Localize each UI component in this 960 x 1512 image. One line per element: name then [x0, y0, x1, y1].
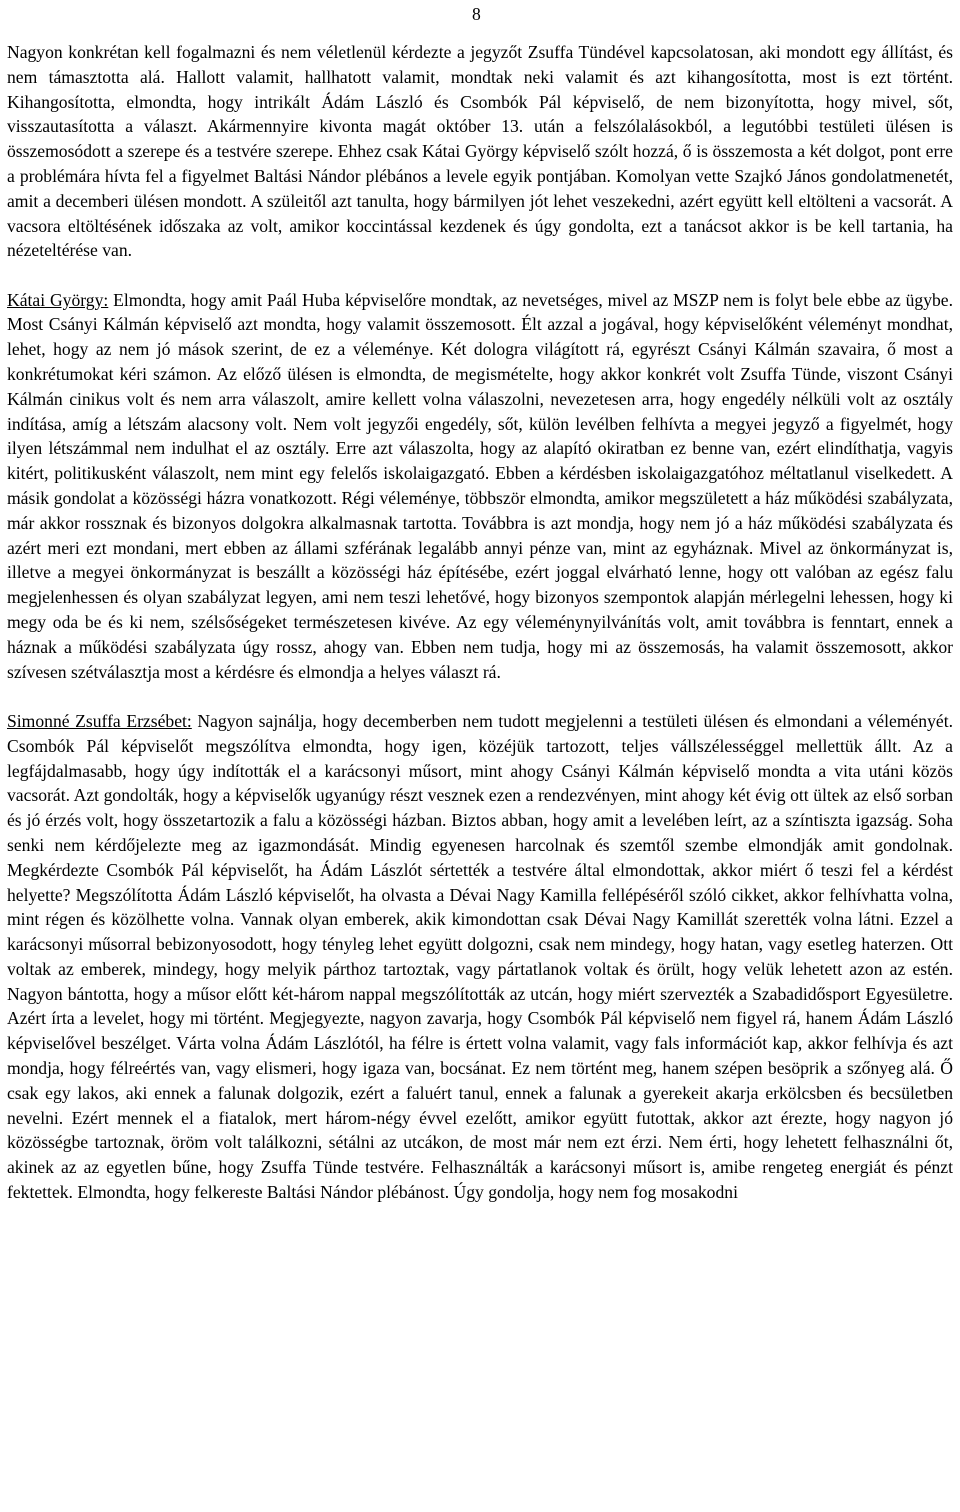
paragraph-intro-text: Nagyon konkrétan kell fogalmazni és nem véletlenül kérdezte a jegyzőt Zsuffa Tündével kapcsolatosan, aki mondott egy állítást, és nem támasztotta alá. Hallott valamit, hallhatott valamit, mondtak neki valamit és azt kihangosította, most is ezt történt. Kihangosította, elmondta, hogy intrikált Ádám László és Csombók Pál képviselő, de nem bizonyította, hogy mivel, sőt, visszautasította a választ. Akármennyire kivonta magát október 13. után a felszólalásokból, a legutóbbi testületi ülésen is összemosódott a szerepe és a testvére szerepe. Ehhez csak Kátai György képviselő szólt hozzá, ő is összemosta a két dolgot, pont erre a problémára hívta fel a figyelmet Baltási Nándor plébános a levele egyik pontjában. Komolyan vette Szajkó János gondolatmenetét, amit a decemberi ülésen mondott. A szüleitől azt tanulta, hogy bármilyen jót lehet veszekedni, azért együtt kell eltölteni a vacsorát. A vacsora eltöltésének időszaka az volt, amikor koccintással kezdenek és úgy gondolta, ezt a tanácsot akkor is be kell tartania, ha nézeteltérése van.	[7, 42, 953, 261]
paragraph-katai	[7, 288, 953, 685]
paragraph-gap	[7, 684, 953, 709]
paragraph-simonne-text: Nagyon sajnálja, hogy decemberben nem tudott megjelenni a testületi ülésen és elmondani a véleményét. Csombók Pál képviselőt megszólítva elmondta, hogy igen, közéjük tartozott, teljes vállszélességgel mellettük állt. Az a legfájdalmasabb, hogy úgy indították el a karácsonyi műsort, mint ahogy Csányi Kálmán képviselő mondta a vita utáni közös vacsorát. Azt gondolták, hogy a képviselők ugyanúgy részt vesznek ezen a rendezvényen, mint ahogy két évig ott ültek az első sorban és jó érzés volt, hogy összetartozik a falu a közösségi házban. Biztos abban, hogy amit a levelében leírt, az a színtiszta igazság. Soha senki nem kérdőjelezte meg az igazmondását. Mindig egyenesen harcolnak és szemtől szembe elmondják amit gondolnak. Megkérdezte Csombók Pál képviselőt, ha Ádám Lászlót sértették a testvére által elmondottak, akkor miért ő teszi fel a kérdést helyette? Megszólította Ádám László képviselőt, ha olvasta a Dévai Nagy Kamilla fellépéséről szóló cikket, akkor felhívhatta volna, mint régen és közölhette volna. Vannak olyan emberek, akik kimondottan csak Dévai Nagy Kamillát szerették volna látni. Ezzel a karácsonyi műsorral bebizonyosodott, hogy tényleg lehet együtt dolgozni, csak nem mindegy, hogy hatan, vagy esetleg haterzen. Ott voltak az emberek, mindegy, hogy melyik párthoz tartoztak, vagy pártatlanok voltak és örült, hogy velük lehetett azon az estén. Nagyon bántotta, hogy a műsor előtt két-három nappal megszólították az utcán, hogy miért szervezték a Szabadidősport Egyesületre. Azért írta a levelet, hogy mi történt. Megjegyezte, nagyon zavarja, hogy Csombók Pál képviselő nem figyel rá, hanem Ádám László képviselővel beszélget. Várta volna Ádám Lászlótól, ha félre is értett volna valamit, vagy fals információt kap, akkor felhívja és azt mondja, hogy félreértés van, vagy elismeri, hogy igaza van, bocsánat. Ez nem történt meg, hanem szépen besöprik a szőnyeg alá. Ő csak egy lakos, aki ennek a falunak dolgozik, ezért a faluért tanul, ennek a falunak a gyerekeit akarja erkölcsben és becsületben nevelni. Ezért mennek el a fiatalok, mert három-négy évvel ezelőtt, amikor együtt futottak, akkor azt érezte, hogy nagyon jó közösségbe tartoznak, öröm volt találkozni, sétálni az utcákon, de most már nem ezt érzi. Nem érti, hogy lehetett felhasználni őt, akinek az az egyetlen bűne, hogy Zsuffa Tünde testvére. Felhasználták a karácsonyi műsort is, amibe rengeteg energiát és pénzt fektettek. Elmondta, hogy felkereste Baltási Nándor plébánost. Úgy gondolja, hogy nem fog mosakodni	[7, 710, 953, 1203]
paragraph-katai-text: Elmondta, hogy amit Paál Huba képviselőre mondtak, az nevetséges, mivel az MSZP nem is folyt bele ebbe az ügybe. Most Csányi Kálmán képviselő azt mondta, hogy valamit összemosott. Élt azzal a jogával, hogy képviselőként véleményt mondhat, lehet, hogy az nem jó mások szerint, de ez a véleménye. Két dologra világított rá, egyrészt Csányi Kálmán szavaira, ő most a konkrétumokat kéri számon. Az előző ülésen is elmondta, de megismételte, hogy akkor konkrét volt Zsuffa Tünde, viszont Csányi Kálmán cinikus volt és nem arra válaszolt, amire kellett volna válaszolni, nevezetesen arra, hogy engedély nélküli volt az osztály indítása, amíg a létszám alacsony volt. Nem volt jegyzői engedély, sőt, külön levélben felhívta a megyei jegyző a figyelmét, hogy ilyen létszámmal nem indulhat el az osztály. Erre azt válaszolta, hogy az alapító okiratban ez benne van, ezért elindíthatja, vagyis kitért, politikusként válaszolt, nem mint egy felelős iskolaigazgató. Ebben a kérdésben iskolaigazgatóhoz méltatlanul viselkedett. A másik gondolat a közösségi házra vonatkozott. Régi véleménye, többször elmondta, amikor megszületett a ház működési szabályzata, már akkor rossznak és bizonyos dolgokra alkalmasnak tartotta. Továbbra is azt mondja, hogy nem jó a ház működési szabályzata és azért meri ezt mondani, mert ebben az állami szférának legalább annyi pénze van, mint az egyháznak. Mivel az önkormányzat is, illetve a megyei önkormányzat is beszállt a közösségi ház építésébe, ezért joggal elvárható lenne, hogy ott valóban az egész falu megjelenhessen és olyan szabályzat legyen, ami nem teszi lehetővé, hogy bizonyos szempontok alapján mérlegelni lehessen, hogy ki megy oda be és ki nem, szélsőségeket természetesen kivéve. Az egy véleménynyilvánítás volt, amit továbbra is fenntart, ennek a háznak a működési szabályzata úgy rossz, ahogy van. Ebben nem tudja, hogy mi az összemosás, ha valamit összemosott, akkor szívesen szétválasztja most a kérdésre és elmondja a helyes választ rá.	[7, 289, 953, 682]
page-number: 8	[472, 4, 481, 24]
speaker-name-simonne: Simonné Zsuffa Erzsébet:	[7, 710, 192, 731]
paragraph-simonne	[7, 709, 953, 1205]
paragraph-gap	[7, 263, 953, 288]
document-body	[7, 40, 953, 1205]
speaker-name-katai: Kátai György:	[7, 289, 109, 310]
paragraph-intro	[7, 40, 953, 263]
